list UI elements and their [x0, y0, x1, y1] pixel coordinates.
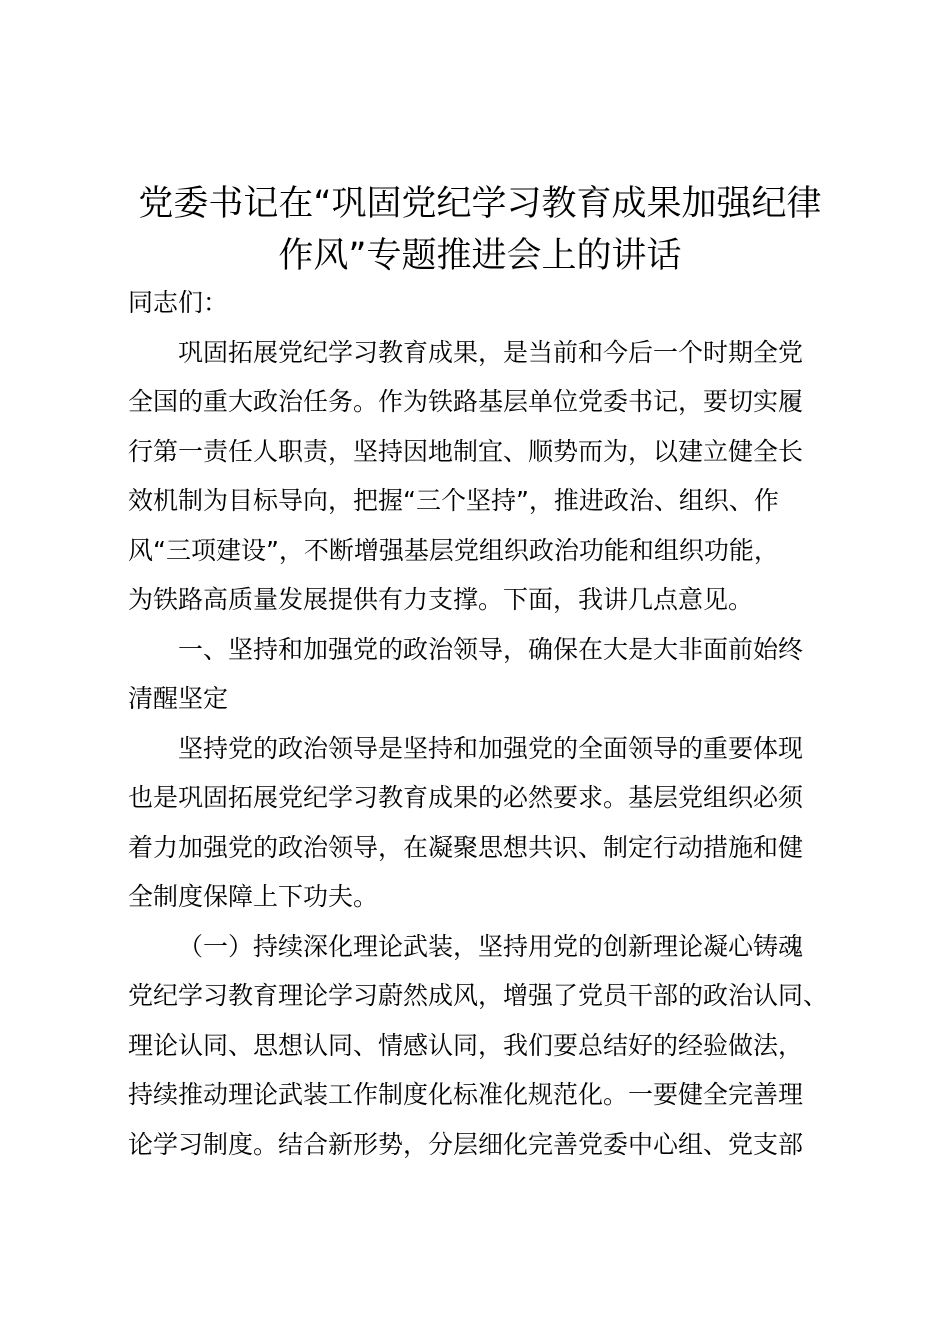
title-line-1: 党委书记在“巩固党纪学习教育成果加强纪律 [138, 184, 822, 224]
section-heading-line: 清醒坚定 [128, 684, 229, 713]
paragraph-line: 理论认同、思想认同、情感认同，我们要总结好的经验做法， [128, 1030, 804, 1060]
paragraph-line: 论学习制度。结合新形势，分层细化完善党委中心组、党支部 [128, 1129, 804, 1159]
paragraph-line: 也是巩固拓展党纪学习教育成果的必然要求。基层党组织必须 [128, 783, 804, 812]
paragraph-line: 风“三项建设”，不断增强基层党组织政治功能和组织功能， [128, 535, 779, 565]
paragraph-line: 为铁路高质量发展提供有力支撑。下面，我讲几点意见。 [128, 585, 754, 614]
paragraph-line: 党纪学习教育理论学习蔚然成风，增强了党员干部的政治认同、 [128, 981, 829, 1010]
document-body [128, 278, 844, 1169]
paragraph-line: 全国的重大政治任务。作为铁路基层单位党委书记，要切实履 [128, 387, 804, 416]
paragraph-line: 效机制为目标导向，把握“三个坚持”，推进政治、组织、作 [128, 486, 779, 515]
title-line-2: 作风”专题推进会上的讲话 [278, 236, 682, 276]
paragraph-line: 行第一责任人职责，坚持因地制宜、顺势而为，以建立健全长 [128, 436, 804, 466]
document-title [110, 178, 850, 282]
paragraph-line: 持续推动理论武装工作制度化标准化规范化。一要健全完善理 [128, 1080, 804, 1109]
paragraph-line: （一）持续深化理论武装，坚持用党的创新理论凝心铸魂 [178, 931, 804, 961]
paragraph-line: 巩固拓展党纪学习教育成果，是当前和今后一个时期全党 [178, 337, 804, 367]
section-heading-line: 一、坚持和加强党的政治领导，确保在大是大非面前始终 [178, 634, 804, 664]
paragraph-line: 全制度保障上下功夫。 [128, 882, 379, 911]
salutation: 同志们： [128, 288, 229, 317]
paragraph-line: 着力加强党的政治领导，在凝聚思想共识、制定行动措施和健 [128, 832, 804, 862]
paragraph-line: 坚持党的政治领导是坚持和加强党的全面领导的重要体现 [178, 733, 804, 763]
